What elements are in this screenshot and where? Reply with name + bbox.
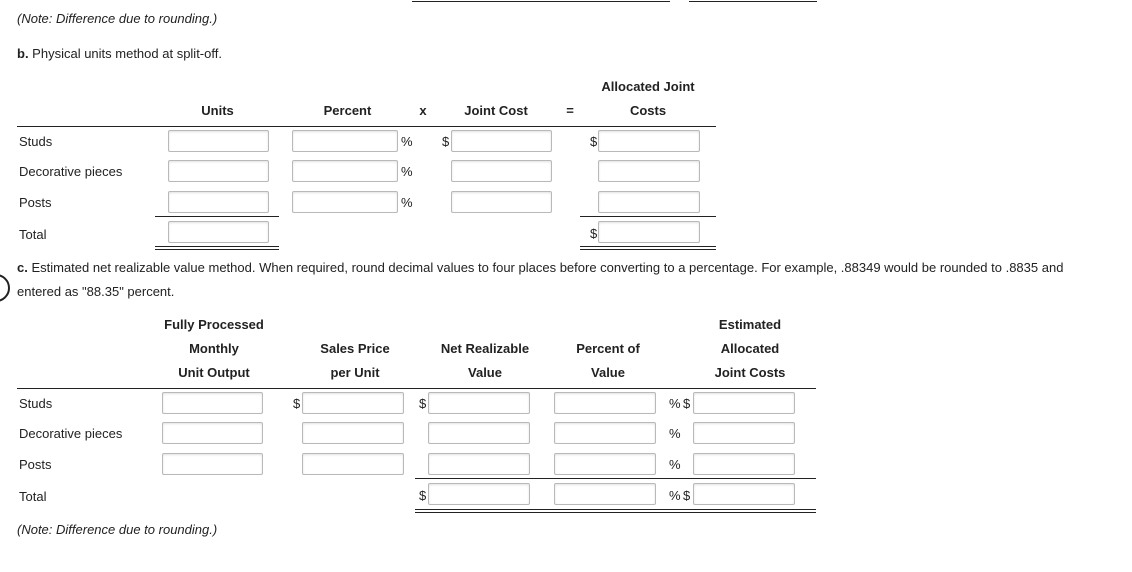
b-header-equals: = (566, 103, 574, 118)
c-total-nrv-dollar: $ (419, 488, 427, 503)
prev-section-line-1 (412, 1, 670, 2)
c-header-percent-of-1: Percent of (576, 341, 640, 356)
b-studs-allocated-dollar: $ (590, 134, 598, 149)
c-header-nrv-2: Value (468, 365, 502, 380)
section-c-title-line2: entered as "88.35" percent. (17, 284, 175, 299)
c-header-allocated-3: Joint Costs (714, 365, 786, 380)
section-b-letter: b. (17, 46, 29, 61)
c-header-fully-processed-1: Fully Processed (164, 317, 264, 332)
c-studs-nrv-dollar: $ (419, 396, 427, 411)
b-header-units: Units (201, 103, 234, 118)
c-total-percent-input[interactable] (554, 483, 656, 505)
c-posts-percent-input[interactable] (554, 453, 656, 475)
c-total-allocated-input[interactable] (693, 483, 795, 505)
c-header-allocated-1: Estimated (718, 317, 782, 332)
b-header-joint-cost: Joint Cost (464, 103, 528, 118)
c-total-double-rule (415, 509, 816, 513)
b-studs-allocated-input[interactable] (598, 130, 700, 152)
b-row-label-total: Total (19, 227, 47, 242)
b-total-units-input[interactable] (168, 221, 269, 243)
c-posts-output-input[interactable] (162, 453, 263, 475)
b-total-allocated-input[interactable] (598, 221, 700, 243)
b-units-total-double-rule (155, 246, 279, 250)
c-row-label-decorative: Decorative pieces (19, 426, 123, 441)
b-allocated-subtotal-rule (580, 216, 716, 217)
b-decorative-joint-cost-input[interactable] (451, 160, 552, 182)
c-posts-allocated-input[interactable] (693, 453, 795, 475)
b-row-label-posts: Posts (19, 195, 52, 210)
b-decorative-units-input[interactable] (168, 160, 269, 182)
b-header-allocated-2: Costs (629, 103, 667, 118)
c-header-rule (17, 388, 816, 389)
c-decorative-allocated-input[interactable] (693, 422, 795, 444)
section-b-title (17, 46, 222, 61)
c-posts-percent-sign: % (669, 457, 681, 472)
c-nrv-subtotal-rule (415, 478, 816, 479)
c-header-percent-of-2: Value (591, 365, 625, 380)
prev-section-line-2 (689, 1, 817, 2)
c-decorative-output-input[interactable] (162, 422, 263, 444)
b-studs-percent-input[interactable] (292, 130, 398, 152)
section-b-text: Physical units method at split-off. (28, 46, 222, 61)
c-total-allocated-dollar: $ (683, 488, 691, 503)
c-decorative-price-input[interactable] (302, 422, 404, 444)
c-header-fully-processed-2: Monthly (189, 341, 239, 356)
b-header-percent: Percent (323, 103, 372, 118)
c-decorative-nrv-input[interactable] (428, 422, 530, 444)
c-total-percent-sign: % (669, 488, 681, 503)
c-row-label-total: Total (19, 489, 47, 504)
c-header-fully-processed-3: Unit Output (178, 365, 250, 380)
c-studs-allocated-dollar: $ (683, 396, 691, 411)
c-total-nrv-input[interactable] (428, 483, 530, 505)
c-studs-nrv-input[interactable] (428, 392, 530, 414)
c-decorative-percent-sign: % (669, 426, 681, 441)
c-decorative-percent-input[interactable] (554, 422, 656, 444)
c-studs-price-dollar: $ (293, 396, 301, 411)
b-posts-allocated-input[interactable] (598, 191, 700, 213)
c-posts-nrv-input[interactable] (428, 453, 530, 475)
b-decorative-allocated-input[interactable] (598, 160, 700, 182)
c-row-label-studs: Studs (19, 396, 53, 411)
c-studs-percent-input[interactable] (554, 392, 656, 414)
section-c-letter: c. (17, 260, 28, 275)
b-allocated-total-double-rule (580, 246, 716, 250)
bottom-note: (Note: Difference due to rounding.) (17, 522, 218, 537)
c-header-allocated-2: Allocated (720, 341, 780, 356)
b-decorative-percent-input[interactable] (292, 160, 398, 182)
b-header-rule (17, 126, 716, 127)
c-studs-output-input[interactable] (162, 392, 263, 414)
b-studs-units-input[interactable] (168, 130, 269, 152)
c-studs-price-input[interactable] (302, 392, 404, 414)
b-decorative-percent-sign: % (401, 164, 413, 179)
section-c-text-1: Estimated net realizable value method. When required, round decimal values to four places before converting to a percentage. For example, .88349 would be rounded to .8835 and (27, 260, 1064, 275)
c-studs-percent-sign: % (669, 396, 681, 411)
question-marker-icon (0, 274, 10, 302)
b-header-allocated-1: Allocated Joint (601, 79, 695, 94)
b-posts-units-input[interactable] (168, 191, 269, 213)
b-row-label-studs: Studs (19, 134, 53, 149)
b-studs-joint-cost-dollar: $ (442, 134, 450, 149)
b-total-allocated-dollar: $ (590, 226, 598, 241)
b-posts-percent-input[interactable] (292, 191, 398, 213)
b-posts-percent-sign: % (401, 195, 413, 210)
b-units-subtotal-rule (155, 216, 279, 217)
top-note: (Note: Difference due to rounding.) (17, 11, 218, 26)
c-row-label-posts: Posts (19, 457, 52, 472)
c-studs-allocated-input[interactable] (693, 392, 795, 414)
b-row-label-decorative: Decorative pieces (19, 164, 123, 179)
c-posts-price-input[interactable] (302, 453, 404, 475)
section-c-title-line1 (17, 260, 1063, 275)
b-studs-joint-cost-input[interactable] (451, 130, 552, 152)
b-header-times: x (419, 103, 427, 118)
c-header-nrv-1: Net Realizable (440, 341, 530, 356)
c-header-sales-price-1: Sales Price (320, 341, 390, 356)
b-posts-joint-cost-input[interactable] (451, 191, 552, 213)
c-header-sales-price-2: per Unit (330, 365, 380, 380)
b-studs-percent-sign: % (401, 134, 413, 149)
